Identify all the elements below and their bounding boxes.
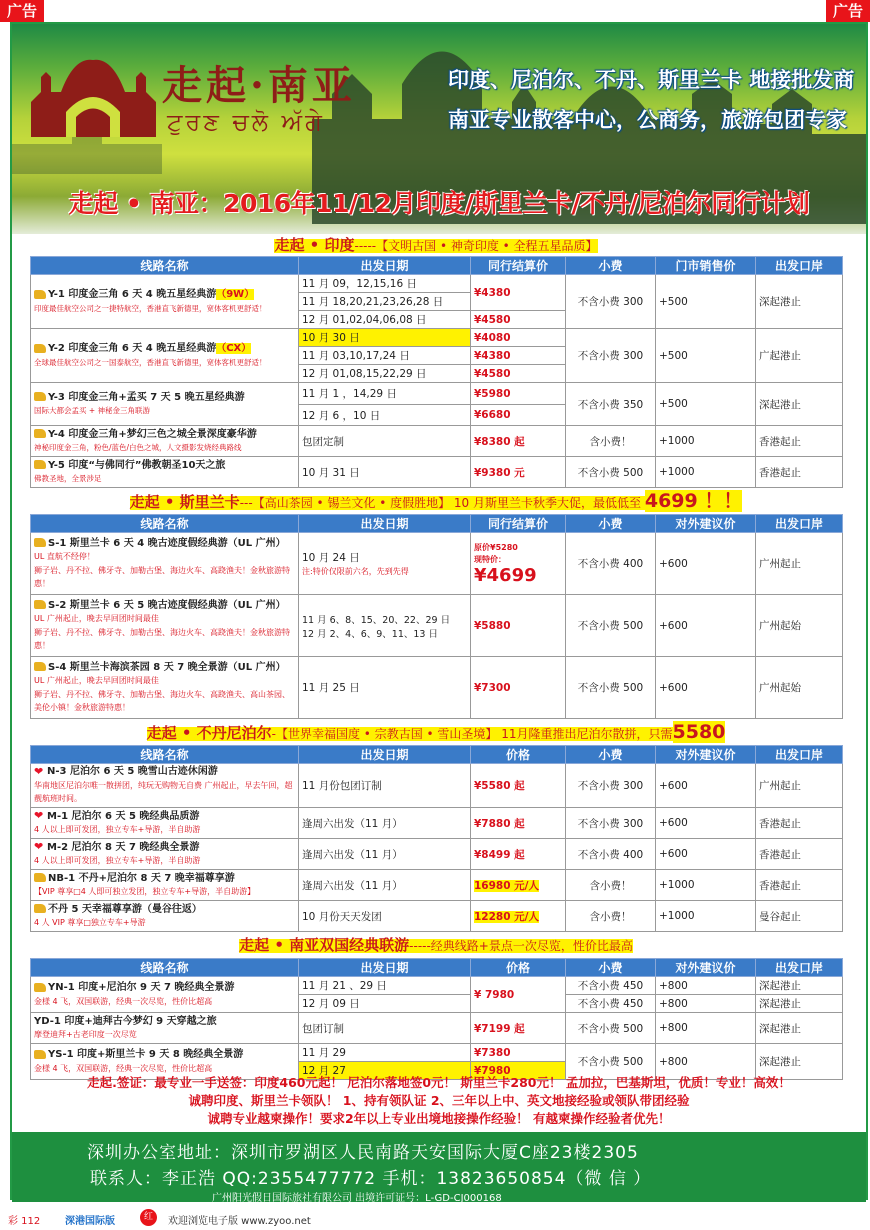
website-link[interactable]: 欢迎浏览电子版 www.zyoo.net [168, 1216, 311, 1227]
table-header: 线路名称 出发日期 价格 小费 对外建议价 出发口岸 [31, 959, 843, 977]
india-table: 线路名称 出发日期 同行结算价 小费 门市销售价 出发口岸 Y-1 印度金三角 6 天 4 晚五星经典游（9W） 印度最佳航空公司之一捷特航空，香港直飞新德里，宽体客机更舒适！ 11 月 09，12,15,16 日 ¥4380 不含小费 300 +500 深起港止 11 月 18,20,21,23,26,28 日 12 月 01,02,04,06,08 日 ¥4580 Y-2 印度金三角 6 天 4 晚五星经典游（CX） 全球最佳航空公司之一国泰航空，香港直飞新德里，宽体客机更舒适！ 10 月 30 日 ¥4080 不含小费 300 +500 广起港止 11 月 03,10,17,24 日 ¥4380 12 月 01,08,15,22,29 日 ¥4580 Y-3 印度金三角+孟买 7 天 5 晚五星经典游 国际大都会孟买 + 神秘金三角联游 11 月 1 ，14,29 日 ¥5980 不含小费 350 +500 深起港止 12 月 6 ，10 日 ¥6680 Y-4 印度金三角+梦幻三色之城全景深度豪华游 神秘印度金三角，粉色/蓝色/白色之城，人文摄影发烧经典路线 包团定制 ¥8380 起 含小费！ +1000 香港起止 Y-5 印度“与佛同行”佛教朝圣10天之旅 佛教圣地，全景涉足 10 月 31 日 ¥9380 元 不含小费 500 +1000 香港起止 [30, 256, 843, 488]
section-srilanka [30, 488, 842, 719]
page-footer [0, 1206, 870, 1230]
visa-note: 走起.签证：最专业一手送签：印度460元起！ 尼泊尔落地签0元！ 斯里兰卡280元！ 孟加拉，巴基斯坦，优质！专业！高效！ [87, 1075, 791, 1090]
table-row: Y-4 印度金三角+梦幻三色之城全景深度豪华游 神秘印度金三角，粉色/蓝色/白色之城，人文摄影发烧经典路线 包团定制 ¥8380 起 含小费！ +1000 香港起止 [31, 426, 843, 457]
heart-icon: ❤ [34, 809, 44, 822]
headline: 走起 • 南亚：2016年11/12月印度/斯里兰卡/不丹/尼泊尔同行计划 [68, 189, 810, 218]
table-row: YS-1 印度+斯里兰卡 9 天 8 晚经典全景游 金様 4 飞，双国联游，经典一次尽览，性价比超高 11 月 29 ¥7380 不含小费 500 +800 深起港止 [31, 1044, 843, 1062]
table-row: S-2 斯里兰卡 6 天 5 晚古迹度假经典游（UL 广州） UL 广州起止，晚去早回团时间最佳 狮子岩、丹不拉、佛牙寺、加勒古堡、海边火车、高跷渔夫！金秋旅游特惠！ 11 月 6、8、15、20、22、29 日 12 月 2、4、6、9、11、13 日 ¥5880 不含小费 500 +600 广州起始 [31, 595, 843, 657]
section-india [30, 234, 842, 488]
section-combo [30, 932, 842, 1080]
srilanka-table [30, 514, 843, 719]
table-row: NB-1 不丹+尼泊尔 8 天 7 晚幸福尊享游 【VIP 尊享□4 人即可独立发团，独立专车+导游，半自助游】 逢周六出发（11 月） 16980 元/人 含小费！ +1000 香港起止 [31, 870, 843, 901]
section-title: 走起 • 斯里兰卡---【高山茶园 • 锡兰文化 • 度假胜地】 10 月斯里兰卡秋季大促，最低低至 4699 ！！ [129, 490, 743, 512]
brand-script: ਟੁਰਣ ਚਲੋ ਅੱਗੇ [167, 108, 325, 136]
ad-label-right: 广告 [826, 0, 870, 22]
slogan-line-2: 南亚专业散客中心，公商务，旅游包团专家 [448, 108, 847, 132]
table-row: ❤ M-2 尼泊尔 8 天 7 晚经典全景游 4 人以上即可发团，独立专车+导游，半自助游 逢周六出发（11 月） ¥8499 起 不含小费 400 +600 香港起止 [31, 839, 843, 870]
table-row: Y-2 印度金三角 6 天 4 晚五星经典游（CX） 全球最佳航空公司之一国泰航空，香港直飞新德里，宽体客机更舒适！ 10 月 30 日 ¥4080 不含小费 300 +500 广起港止 [31, 329, 843, 347]
thumbs-up-icon [34, 392, 46, 401]
visa-recruitment-notes [24, 1074, 854, 1128]
heart-icon: ❤ [34, 840, 44, 853]
thumbs-up-icon [34, 344, 46, 353]
advertisement-frame [10, 22, 868, 1204]
contact-bar [12, 1132, 866, 1202]
thumbs-up-icon [34, 538, 46, 547]
edition-label: 深港国际版 [65, 1216, 115, 1227]
thumbs-up-icon [34, 429, 46, 438]
brand-name: 走起·南亚 [162, 62, 356, 109]
company-license: 广州阳光假日国际旅社有限公司 出境许可证号：L-GD-CJ000168 [212, 1193, 502, 1204]
thumbs-up-icon [34, 460, 46, 469]
thumbs-up-icon [34, 983, 46, 992]
nepal-table [30, 745, 843, 932]
thumbs-up-icon [34, 1050, 46, 1059]
table-row: S-4 斯里兰卡海滨茶园 8 天 7 晚全景游（UL 广州） UL 广州起止，晚去早回团时间最佳 狮子岩、丹不拉、佛牙寺、加勒古堡、海边火车、高跷渔夫、高山茶园、美伦小镇！金秋旅游特惠！ 11 月 25 日 ¥7300 不含小费 500 +600 广州起始 [31, 657, 843, 719]
page-number: 彩 112 [8, 1216, 41, 1227]
heart-icon: ❤ [34, 764, 44, 778]
slogan-line-1: 印度、尼泊尔、不丹、斯里兰卡 地接批发商 [448, 68, 855, 92]
table-row: 不丹 5 天幸福尊享游（曼谷往返） 4 人 VIP 尊享□独立专车+导游 10 月份天天发团 12280 元/人 含小费！ +1000 曼谷起止 [31, 901, 843, 932]
table-row: YD-1 印度+迪拜古今梦幻 9 天穿越之旅 摩登迪拜+古老印度一次尽览 包团订制 ¥7199 起 不含小费 500 +800 深起港止 [31, 1013, 843, 1044]
table-row: S-1 斯里兰卡 6 天 4 晚古迹度假经典游（UL 广州） UL 直航不经停！ 狮子岩、丹不拉、佛牙寺、加勒古堡、海边火车、高跷渔夫！金秋旅游特惠！ 10 月 24 日 注:特价仅限前六名，先到先得 原价¥5280 现特价： ¥4699 不含小费 400 +600 广州起止 [31, 533, 843, 595]
section-title: 走起 • 印度-----【文明古国 • 神奇印度 • 全程五星品质】 [274, 236, 598, 254]
brand-logo-icon [26, 52, 161, 147]
table-header: 线路名称 出发日期 价格 小费 对外建议价 出发口岸 [31, 746, 843, 764]
banner [12, 24, 866, 234]
section-title: 走起 • 不丹尼泊尔-【世界幸福国度 • 宗教古国 • 雪山圣境】 11月隆重推出尼泊尔散拼，只需5580 [146, 721, 726, 743]
thumbs-up-icon [34, 662, 46, 671]
route-tables [30, 234, 842, 1080]
section-title: 走起 • 南亚双国经典联游-----经典线路+景点一次尽览，性价比最高 [239, 936, 633, 954]
table-row: ❤ M-1 尼泊尔 6 天 5 晚经典品质游 4 人以上即可发团，独立专车+导游，半自助游 逢周六出发（11 月） ¥7880 起 不含小费 300 +600 香港起止 [31, 808, 843, 839]
recruit-note-1: 诚聘印度、斯里兰卡领队！ 1、持有领队证 2、三年以上中、英文地接经验或领队带团经验 [188, 1093, 690, 1108]
combo-table: 线路名称 出发日期 价格 小费 对外建议价 出发口岸 YN-1 印度+尼泊尔 9 天 7 晚经典全景游 金様 4 飞，双国联游，经典一次尽览，性价比超高 11 月 21 、29 日 ¥ 7980 不含小费 450 +800 深起港止 12 月 09 日 不含小费 450 +800 深起港止 YD-1 印度+迪拜古今梦幻 9 天穿越之旅 摩登迪拜+古老印度一次尽览 包团订制 ¥7199 起 不含小费 500 +800 深起港止 YS-1 印度+斯里兰卡 9 天 8 晚经典全景游 金様 4 飞，双国联游，经典一次尽览，性价比超高 11 月 29 ¥7380 不含小费 500 +800 深起港止 12 月 27 ¥7980 [30, 958, 843, 1080]
table-row: Y-1 印度金三角 6 天 4 晚五星经典游（9W） 印度最佳航空公司之一捷特航空，香港直飞新德里，宽体客机更舒适！ 11 月 09，12,15,16 日 ¥4380 不含小费 300 +500 深起港止 [31, 275, 843, 293]
thumbs-up-icon [34, 873, 46, 882]
red-badge-icon: 红 [140, 1209, 157, 1226]
table-header: 线路名称 出发日期 同行结算价 小费 对外建议价 出发口岸 [31, 515, 843, 533]
table-row: Y-5 印度“与佛同行”佛教朝圣10天之旅 佛教圣地，全景涉足 10 月 31 日 ¥9380 元 不含小费 500 +1000 香港起止 [31, 457, 843, 488]
table-row: Y-3 印度金三角+孟买 7 天 5 晚五星经典游 国际大都会孟买 + 神秘金三角联游 11 月 1 ，14,29 日 ¥5980 不含小费 350 +500 深起港止 [31, 383, 843, 405]
table-row: ❤ N-3 尼泊尔 6 天 5 晚雪山古迹休闲游 华南地区尼泊尔唯一散拼团，纯玩无购物无自费 广州起止，早去午回，超靓航班时间。 11 月份包团订制 ¥5580 起 不含小费 300 +600 广州起止 [31, 764, 843, 808]
office-address: 深圳办公室地址：深圳市罗湖区人民南路天安国际大厦C座23楼2305 [87, 1143, 639, 1163]
thumbs-up-icon [34, 290, 46, 299]
table-header: 线路名称 出发日期 同行结算价 小费 门市销售价 出发口岸 [31, 257, 843, 275]
section-nepal [30, 719, 842, 932]
thumbs-up-icon [34, 904, 46, 913]
recruit-note-2: 诚聘专业越柬操作！要求2年以上专业出境地接操作经验！ 有越柬操作经验者优先！ [207, 1111, 671, 1126]
contact-info: 联系人：李正浩 QQ:2355477772 手机：13823650854（微 信 ） [90, 1169, 652, 1189]
thumbs-up-icon [34, 600, 46, 609]
ad-label-left: 广告 [0, 0, 44, 22]
table-row: YN-1 印度+尼泊尔 9 天 7 晚经典全景游 金様 4 飞，双国联游，经典一次尽览，性价比超高 11 月 21 、29 日 ¥ 7980 不含小费 450 +800 深起港止 [31, 977, 843, 995]
